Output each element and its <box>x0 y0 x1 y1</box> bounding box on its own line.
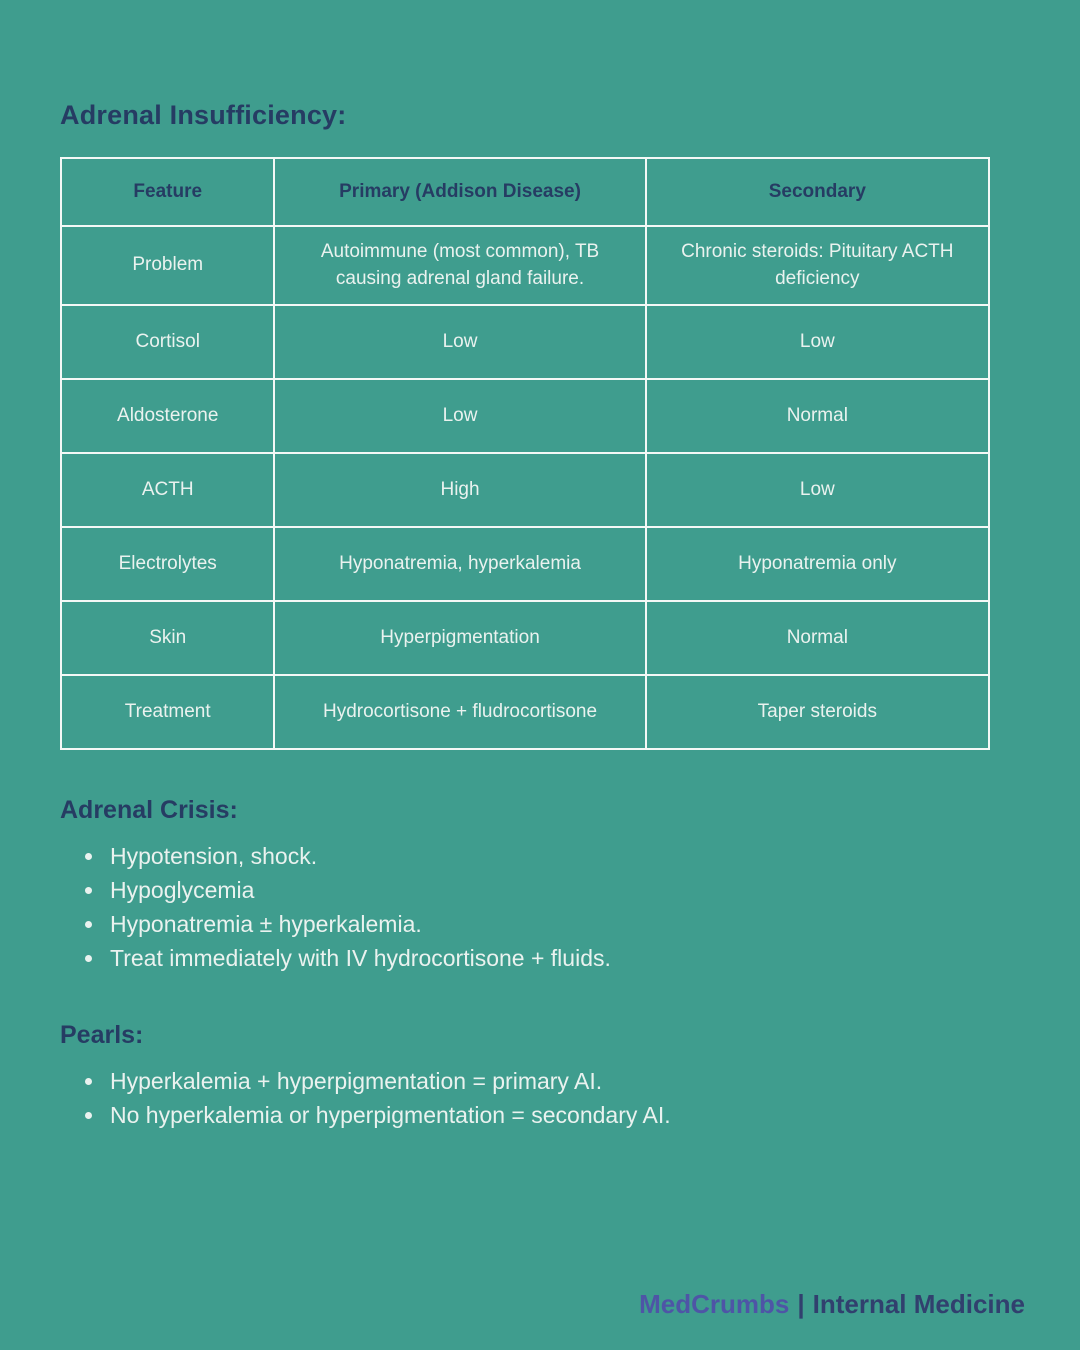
table-row-cortisol <box>61 305 989 379</box>
column-header-feature: Feature <box>61 158 274 226</box>
pearls-bullet-primary-ai: • Hyperkalemia + hyperpigmentation = primary AI. <box>106 1064 1020 1098</box>
crisis-bullet-hypotension: • Hypotension, shock. <box>106 839 1020 873</box>
cell-treatment-primary: Hydrocortisone + fludrocortisone <box>274 675 645 749</box>
cell-acth-feature: ACTH <box>61 453 274 527</box>
crisis-bullet-hyponatremia: • Hyponatremia ± hyperkalemia. <box>106 907 1020 941</box>
adrenal-crisis-section <box>60 796 1020 975</box>
pearls-list <box>60 1064 1020 1132</box>
cell-skin-primary: Hyperpigmentation <box>274 601 645 675</box>
cell-electrolytes-feature: Electrolytes <box>61 527 274 601</box>
footer-category: Internal Medicine <box>812 1289 1025 1319</box>
cell-problem-secondary: Chronic steroids: Pituitary ACTH deficiency <box>646 226 989 305</box>
adrenal-crisis-list <box>60 839 1020 975</box>
brand-name: MedCrumbs <box>639 1289 790 1319</box>
pearls-bullet-secondary-ai: • No hyperkalemia or hyperpigmentation = secondary AI. <box>106 1098 1020 1132</box>
cell-aldosterone-secondary: Normal <box>646 379 989 453</box>
cell-cortisol-feature: Cortisol <box>61 305 274 379</box>
crisis-bullet-treatment: • Treat immediately with IV hydrocortisone + fluids. <box>106 941 1020 975</box>
footer-branding <box>639 1289 1025 1320</box>
cell-aldosterone-feature: Aldosterone <box>61 379 274 453</box>
column-header-secondary: Secondary <box>646 158 989 226</box>
page-title: Adrenal Insufficiency: <box>60 100 347 130</box>
cell-electrolytes-secondary: Hyponatremia only <box>646 527 989 601</box>
cell-cortisol-secondary: Low <box>646 305 989 379</box>
table-row-acth <box>61 453 989 527</box>
table-header-row <box>61 158 989 226</box>
cell-treatment-secondary: Taper steroids <box>646 675 989 749</box>
cell-skin-secondary: Normal <box>646 601 989 675</box>
cell-treatment-feature: Treatment <box>61 675 274 749</box>
table-row-skin <box>61 601 989 675</box>
table-row-aldosterone <box>61 379 989 453</box>
cell-cortisol-primary: Low <box>274 305 645 379</box>
cell-acth-secondary: Low <box>646 453 989 527</box>
pearls-section <box>60 1021 1020 1132</box>
crisis-bullet-hypoglycemia: • Hypoglycemia <box>106 873 1020 907</box>
cell-aldosterone-primary: Low <box>274 379 645 453</box>
cell-problem-primary: Autoimmune (most common), TB causing adrenal gland failure. <box>274 226 645 305</box>
adrenal-insufficiency-table <box>60 157 990 750</box>
cell-problem-feature: Problem <box>61 226 274 305</box>
table-row-treatment <box>61 675 989 749</box>
adrenal-crisis-heading: Adrenal Crisis: <box>60 796 238 825</box>
table-row-problem <box>61 226 989 305</box>
footer-separator: | <box>797 1289 805 1319</box>
cell-acth-primary: High <box>274 453 645 527</box>
cell-electrolytes-primary: Hyponatremia, hyperkalemia <box>274 527 645 601</box>
pearls-heading: Pearls: <box>60 1021 144 1050</box>
table-row-electrolytes <box>61 527 989 601</box>
cell-skin-feature: Skin <box>61 601 274 675</box>
column-header-primary: Primary (Addison Disease) <box>274 158 645 226</box>
